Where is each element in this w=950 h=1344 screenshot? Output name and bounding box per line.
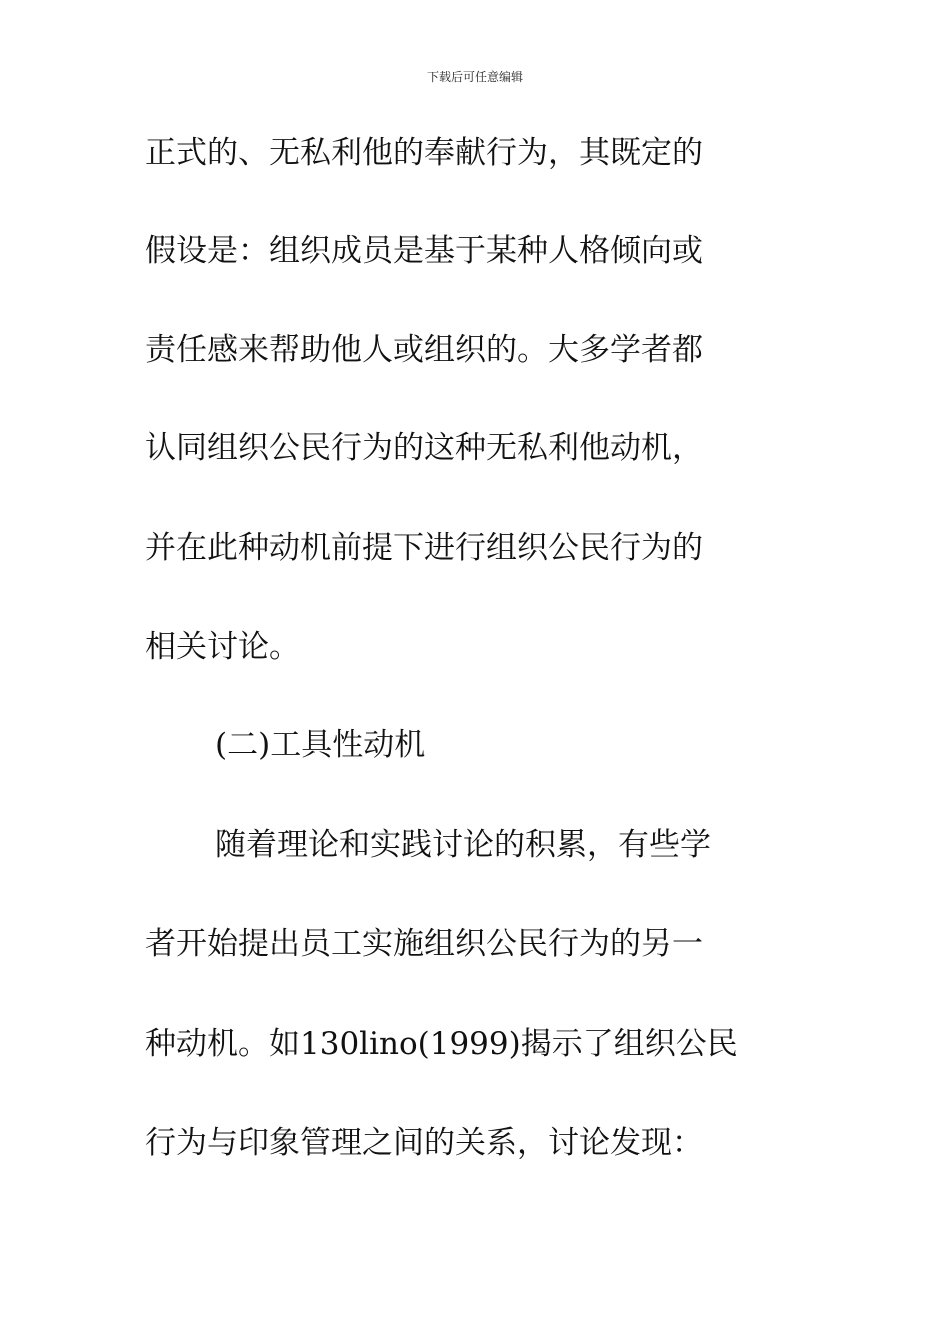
- section-heading: (二)工具性动机: [215, 727, 426, 763]
- paragraph-line: 种动机。如130lino(1999)揭示了组织公民: [145, 1026, 738, 1062]
- paragraph-line: 者开始提出员工实施组织公民行为的另一: [145, 926, 703, 962]
- paragraph-line: 假设是：组织成员是基于某种人格倾向或: [145, 233, 703, 269]
- paragraph-line: 责任感来帮助他人或组织的。大多学者都: [145, 332, 703, 368]
- page-header: 下载后可任意编辑: [426, 70, 523, 84]
- paragraph-line: 正式的、无私利他的奉献行为，其既定的: [145, 135, 703, 171]
- paragraph-line: 相关讨论。: [145, 629, 300, 665]
- paragraph-line: 行为与印象管理之间的关系，讨论发现：: [145, 1125, 703, 1161]
- paragraph-line: 随着理论和实践讨论的积累，有些学: [215, 827, 711, 863]
- paragraph-line: 并在此种动机前提下进行组织公民行为的: [145, 530, 703, 566]
- paragraph-line: 认同组织公民行为的这种无私利他动机，: [145, 430, 703, 466]
